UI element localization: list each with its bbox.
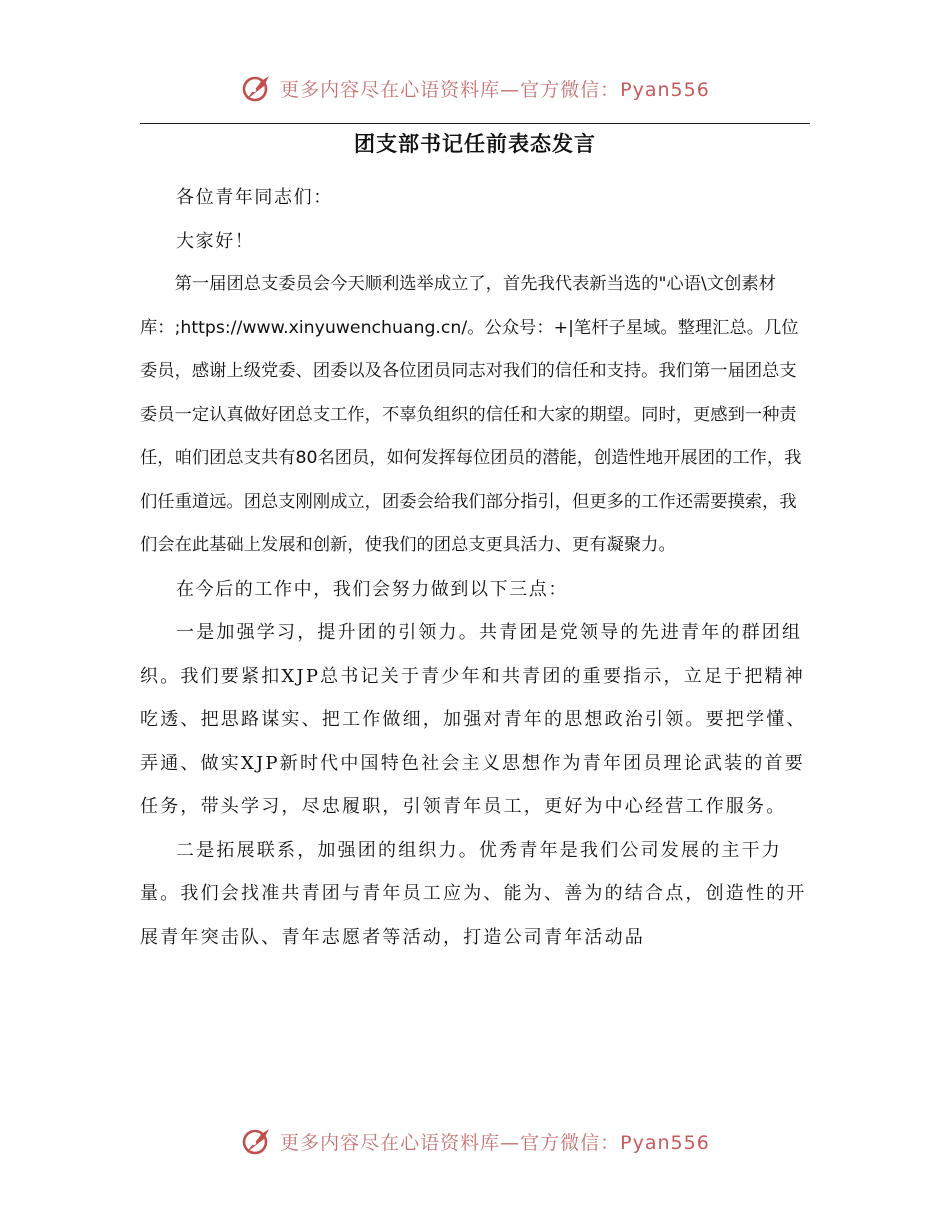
paragraph-point-two: 二是拓展联系，加强团的组织力。优秀青年是我们公司发展的主干力量。我们会找准共青团与青年员工应为、能为、善为的结合点，创造性的开展青年突击队、青年志愿者等活动，打造公司青年活动品	[140, 839, 807, 948]
wechat-account: Pyan556	[620, 1131, 710, 1154]
document-body	[140, 176, 810, 959]
header-banner-text: 更多内容尽在心语资料库—官方微信：Pyan556	[280, 78, 710, 101]
paragraph-three-points: 在今后的工作中，我们会努力做到以下三点：	[176, 578, 568, 600]
salutation: 各位青年同志们：	[176, 187, 333, 208]
greeting: 大家好！	[176, 230, 255, 252]
header-banner	[0, 68, 950, 108]
paragraph-point-one: 一是加强学习，提升团的引领力。共青团是党领导的先进青年的群团组织。我们要紧扣XJP总书记关于青少年和共青团的重要指示，立足于把精神吃透、把思路谋实、把工作做细，加强对青年的思想政治引领。要把学懂、弄通、做实XJP新时代中国特色社会主义思想作为青年团员理论武装的首要任务，带头学习，尽忠履职，引领青年员工，更好为中心经营工作服务。	[140, 622, 807, 817]
wechat-account: Pyan556	[620, 78, 710, 101]
quill-pen-logo-icon	[240, 1125, 272, 1157]
header-rule	[140, 123, 810, 124]
paragraph-intro: 第一届团总支委员会今天顺利选举成立了，首先我代表新当选的"心语\文创素材库：;https://www.xinyuwenchuang.cn/。公众号：+|笔杆子星域。整理汇总。几位委员，感谢上级党委、团委以及各位团员同志对我们的信任和支持。我们第一届团总支委员一定认真做好团总支工作，不辜负组织的信任和大家的期望。同时，更感到一种责任，咱们团总支共有80名团员，如何发挥每位团员的潜能，创造性地开展团的工作，我们任重道远。团总支刚刚成立，团委会给我们部分指引，但更多的工作还需要摸索，我们会在此基础上发展和创新，使我们的团总支更具活力、更有凝聚力。	[140, 274, 802, 555]
footer-banner	[0, 1121, 950, 1161]
footer-banner-text: 更多内容尽在心语资料库—官方微信：Pyan556	[280, 1131, 710, 1154]
quill-pen-logo-icon	[240, 72, 272, 104]
page-title: 团支部书记任前表态发言	[354, 132, 596, 156]
